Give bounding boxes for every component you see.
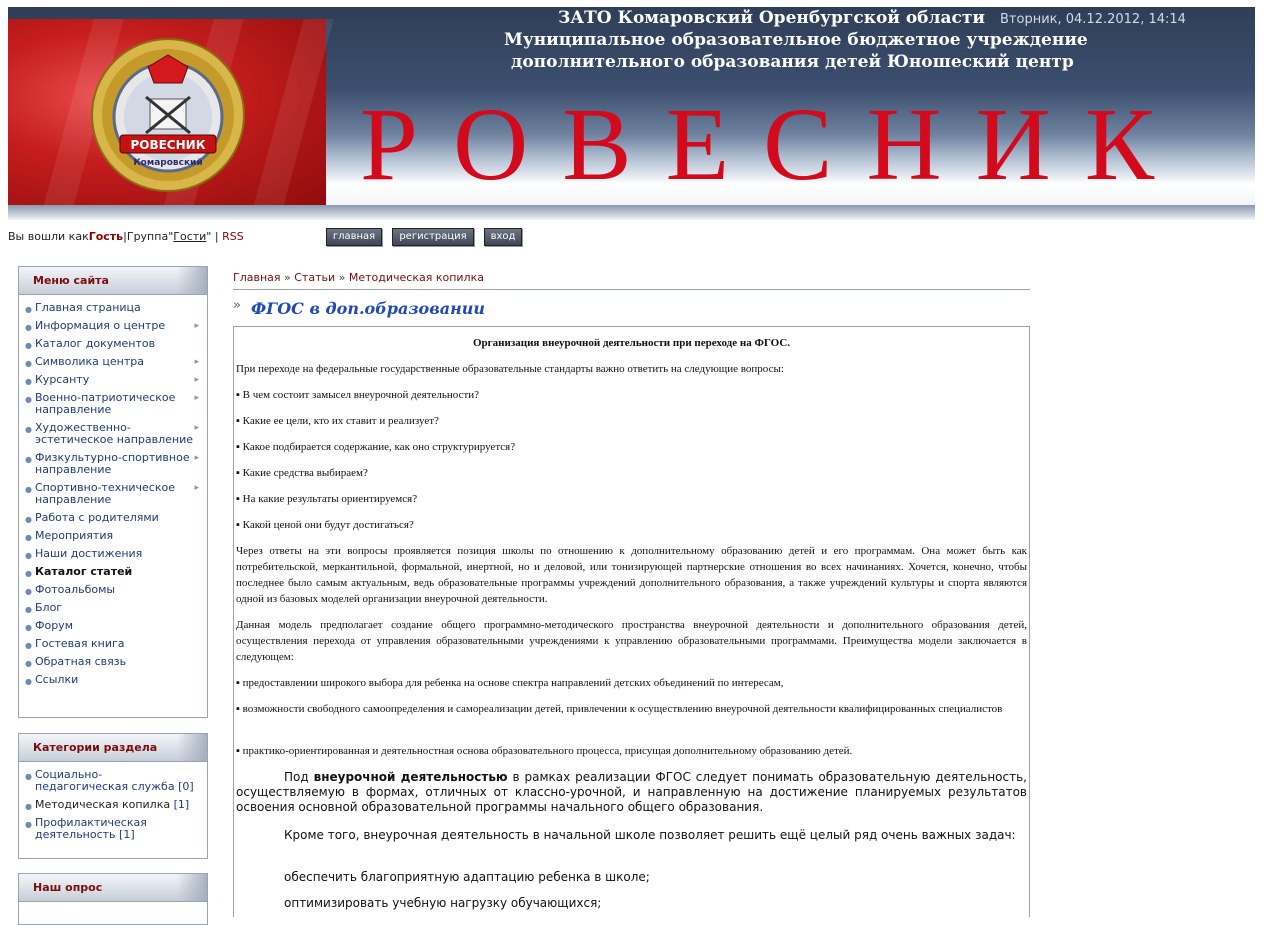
submenu-arrow-icon: ▸	[194, 423, 199, 433]
submenu-arrow-icon: ▸	[194, 321, 199, 331]
article-paragraph: Кроме того, внеурочная деятельность в начальной школе позволяет решить ещё целый ряд очень важных задач:	[284, 828, 1016, 842]
article-intro: При переходе на федеральные государственные образовательные стандарты важно ответить на следующие вопросы:	[236, 363, 784, 375]
breadcrumb-divider	[233, 289, 1030, 290]
bullet-icon: ●	[25, 323, 32, 332]
user-name: Гость	[88, 230, 124, 243]
home-button[interactable]: главная	[326, 228, 382, 246]
bullet-icon: ●	[25, 305, 32, 314]
bullet-icon: ●	[25, 677, 32, 686]
header-bottom-gradient	[8, 205, 1255, 220]
brand-title: РОВЕСНИК	[360, 87, 1189, 202]
category-item[interactable]	[19, 766, 207, 796]
bullet-icon: ●	[25, 623, 32, 632]
benefit-item: ▪ практико-ориентированная и деятельностная основа образовательного процесса, присущая дополнительному образованию детей.	[236, 745, 853, 757]
sidebar-item[interactable]	[19, 317, 207, 335]
question-item: ▪ Какой ценой они будут достигаться?	[236, 519, 414, 531]
category-label: Социально-педагогическая служба	[35, 768, 175, 793]
sidebar-item[interactable]	[19, 419, 207, 449]
sidebar-item-label: Художественно-эстетическое направление	[35, 421, 194, 446]
bullet-icon: ●	[25, 341, 32, 350]
sidebar-item[interactable]	[19, 509, 207, 527]
sidebar-item[interactable]	[19, 545, 207, 563]
header-line-1: ЗАТО Комаровский Оренбургской области	[558, 8, 986, 28]
question-item: ▪ В чем состоит замысел внеурочной деятельности?	[236, 389, 480, 401]
group-label: Группа	[126, 230, 169, 243]
bullet-icon: ●	[25, 802, 32, 811]
register-button[interactable]: регистрация	[392, 228, 474, 246]
category-count: [1]	[119, 828, 135, 841]
breadcrumb-category[interactable]: Методическая копилка	[348, 271, 484, 284]
category-label: Методическая копилка	[35, 798, 171, 811]
bullet-icon: ●	[25, 377, 32, 386]
question-item: ▪ Какие средства выбираем?	[236, 467, 368, 479]
categories-box	[18, 733, 208, 859]
sidebar-item-label: Фотоальбомы	[35, 583, 116, 596]
category-count: [0]	[178, 780, 194, 793]
poll-header	[19, 874, 207, 902]
sidebar-item-label: Форум	[35, 619, 73, 632]
bold-term: внеурочной деятельностью	[313, 770, 508, 784]
sidebar-item-label: Физкультурно-спортивное направление	[35, 451, 190, 476]
sidebar-item[interactable]	[19, 599, 207, 617]
task-item: обеспечить благоприятную адаптацию ребенка в школе;	[284, 870, 650, 884]
sidebar-item-label: Информация о центре	[35, 319, 166, 332]
sidebar-item[interactable]	[19, 527, 207, 545]
benefit-item: ▪ предоставлении широкого выбора для ребенка на основе спектра направлений детских объединений по интересам,	[236, 677, 784, 689]
login-button[interactable]: вход	[484, 228, 522, 246]
sidebar-item-label: Каталог документов	[35, 337, 156, 350]
breadcrumb-home[interactable]: Главная	[233, 271, 281, 284]
site-menu-header	[19, 267, 207, 295]
breadcrumb-separator: »	[338, 271, 346, 284]
bullet-icon: ●	[25, 820, 32, 829]
bullet-icon: ●	[25, 605, 32, 614]
svg-text:РОВЕСНИК: РОВЕСНИК	[130, 138, 206, 152]
sidebar-item[interactable]	[19, 563, 207, 581]
sidebar-item[interactable]	[19, 371, 207, 389]
rss-link[interactable]: RSS	[222, 230, 244, 243]
category-item[interactable]	[19, 796, 207, 814]
category-count: [1]	[173, 798, 190, 811]
group-link[interactable]: Гости	[173, 230, 207, 243]
flag-banner	[8, 19, 326, 211]
bullet-icon: ●	[25, 359, 32, 368]
header-date: Вторник, 04.12.2012, 14:14	[1000, 12, 1186, 27]
categories-header	[19, 734, 207, 762]
sidebar-item[interactable]	[19, 617, 207, 635]
site-menu-box	[18, 266, 208, 718]
header-line-2: Муниципальное образовательное бюджетное учреждение	[504, 30, 1088, 50]
sidebar-item-label: Работа с родителями	[35, 511, 159, 524]
question-item: ▪ Какое подбирается содержание, как оно структурируется?	[236, 441, 516, 453]
bullet-icon: ●	[25, 515, 32, 524]
sidebar-item[interactable]	[19, 353, 207, 371]
sidebar-item-label: Гостевая книга	[35, 637, 125, 650]
bullet-icon: ●	[25, 395, 32, 404]
sidebar-item-label: Обратная связь	[35, 655, 127, 668]
bullet-icon: ●	[25, 772, 32, 781]
submenu-arrow-icon: ▸	[194, 357, 199, 367]
sidebar-item[interactable]	[19, 581, 207, 599]
categories-list	[19, 762, 207, 850]
breadcrumb-articles[interactable]: Статьи	[294, 271, 336, 284]
sidebar-item[interactable]	[19, 653, 207, 671]
sidebar-item-label: Курсанту	[35, 373, 90, 386]
bullet-icon: ●	[25, 569, 32, 578]
sidebar-item-label: Главная страница	[35, 301, 141, 314]
article-heading: Организация внеурочной деятельности при переходе на ФГОС.	[472, 337, 791, 349]
breadcrumb-separator: »	[284, 271, 291, 284]
bullet-icon: ●	[25, 425, 32, 434]
sidebar-item[interactable]	[19, 389, 207, 419]
bullet-icon: ●	[25, 533, 32, 542]
sidebar-item[interactable]	[19, 671, 207, 689]
logged-in-label: Вы вошли как	[8, 230, 89, 243]
user-status-bar: Вы вошли какГость|Группа"Гости" | RSS	[8, 230, 244, 243]
site-menu-list	[19, 295, 207, 695]
sidebar-item[interactable]	[19, 635, 207, 653]
poll-title: Наш опрос	[33, 881, 103, 894]
sidebar-item-label: Спортивно-техническое направление	[35, 481, 175, 506]
emblem-logo	[90, 37, 246, 193]
benefit-item: ▪ возможности свободного самоопределения и самореализации детей, привлечении к осуществлению внеурочной деятельности квалифицированных специалистов	[236, 703, 1003, 715]
bullet-icon: ●	[25, 587, 32, 596]
question-item: ▪ Какие ее цели, кто их ставит и реализует?	[236, 415, 439, 427]
sidebar-item-label: Ссылки	[35, 673, 79, 686]
bullet-icon: ●	[25, 641, 32, 650]
sidebar-item[interactable]	[19, 335, 207, 353]
article-body	[233, 326, 1030, 917]
bullet-icon: ●	[25, 551, 32, 560]
double-arrow-icon: »	[233, 298, 241, 313]
sidebar-item[interactable]	[19, 449, 207, 479]
submenu-arrow-icon: ▸	[194, 393, 199, 403]
sidebar-item-label: Символика центра	[35, 355, 144, 368]
sidebar-item-label: Военно-патриотическое направление	[35, 391, 176, 416]
sidebar-item-label: Каталог статей	[35, 565, 133, 578]
page-title: ФГОС в доп.образовании	[251, 299, 486, 318]
site-header	[8, 7, 1255, 213]
sidebar-item-label: Блог	[35, 601, 63, 614]
sidebar-item[interactable]	[19, 299, 207, 317]
submenu-arrow-icon: ▸	[194, 453, 199, 463]
sidebar-item-label: Наши достижения	[35, 547, 143, 560]
bullet-icon: ●	[25, 659, 32, 668]
sidebar-item[interactable]	[19, 479, 207, 509]
task-item: оптимизировать учебную нагрузку обучающихся;	[284, 896, 602, 910]
sidebar-item-label: Мероприятия	[35, 529, 114, 542]
article-paragraph: Данная модель предполагает создание общего программно-методического пространства внеурочной деятельности и дополнительного образования детей, осуществления перехода от управления образовательными учреждениями к управлению образовательными программами. Преимущества модели заключается в следующем:	[236, 619, 1027, 663]
submenu-arrow-icon: ▸	[194, 375, 199, 385]
bullet-icon: ●	[25, 485, 32, 494]
category-label: Профилактическая деятельность	[35, 816, 147, 841]
submenu-arrow-icon: ▸	[194, 483, 199, 493]
article-paragraph-definition: Под внеурочной деятельностью в рамках реализации ФГОС следует понимать образовательную деятельность, осуществляемую в формах, отличных от классно-урочной, и направленную на достижение планируемых результатов освоения основной образовательной программы начального общего образования.	[236, 770, 1027, 814]
breadcrumb	[233, 271, 484, 284]
article-paragraph: Через ответы на эти вопросы проявляется позиция школы по отношению к дополнительному образованию детей и его программам. Она может быть как потребительской, меркантильной, формальной, инертной, но и деловой, или тонизирующей партнерские отношения во всех начинаниях. Хочется, конечно, чтобы последнее было самым актуальным, ведь образовательные программы учреждений дополнительного образования, а также учреждений культуры и спорта являются одной из базовых моделей организации внеурочной деятельности.	[236, 545, 1027, 605]
poll-box	[18, 873, 208, 925]
bullet-icon: ●	[25, 455, 32, 464]
header-line-3: дополнительного образования детей Юношеский центр	[511, 52, 1074, 72]
categories-title: Категории раздела	[33, 741, 158, 754]
svg-text:Комаровский: Комаровский	[133, 158, 203, 168]
site-menu-title: Меню сайта	[33, 274, 109, 287]
category-item[interactable]	[19, 814, 207, 844]
question-item: ▪ На какие результаты ориентируемся?	[236, 493, 418, 505]
